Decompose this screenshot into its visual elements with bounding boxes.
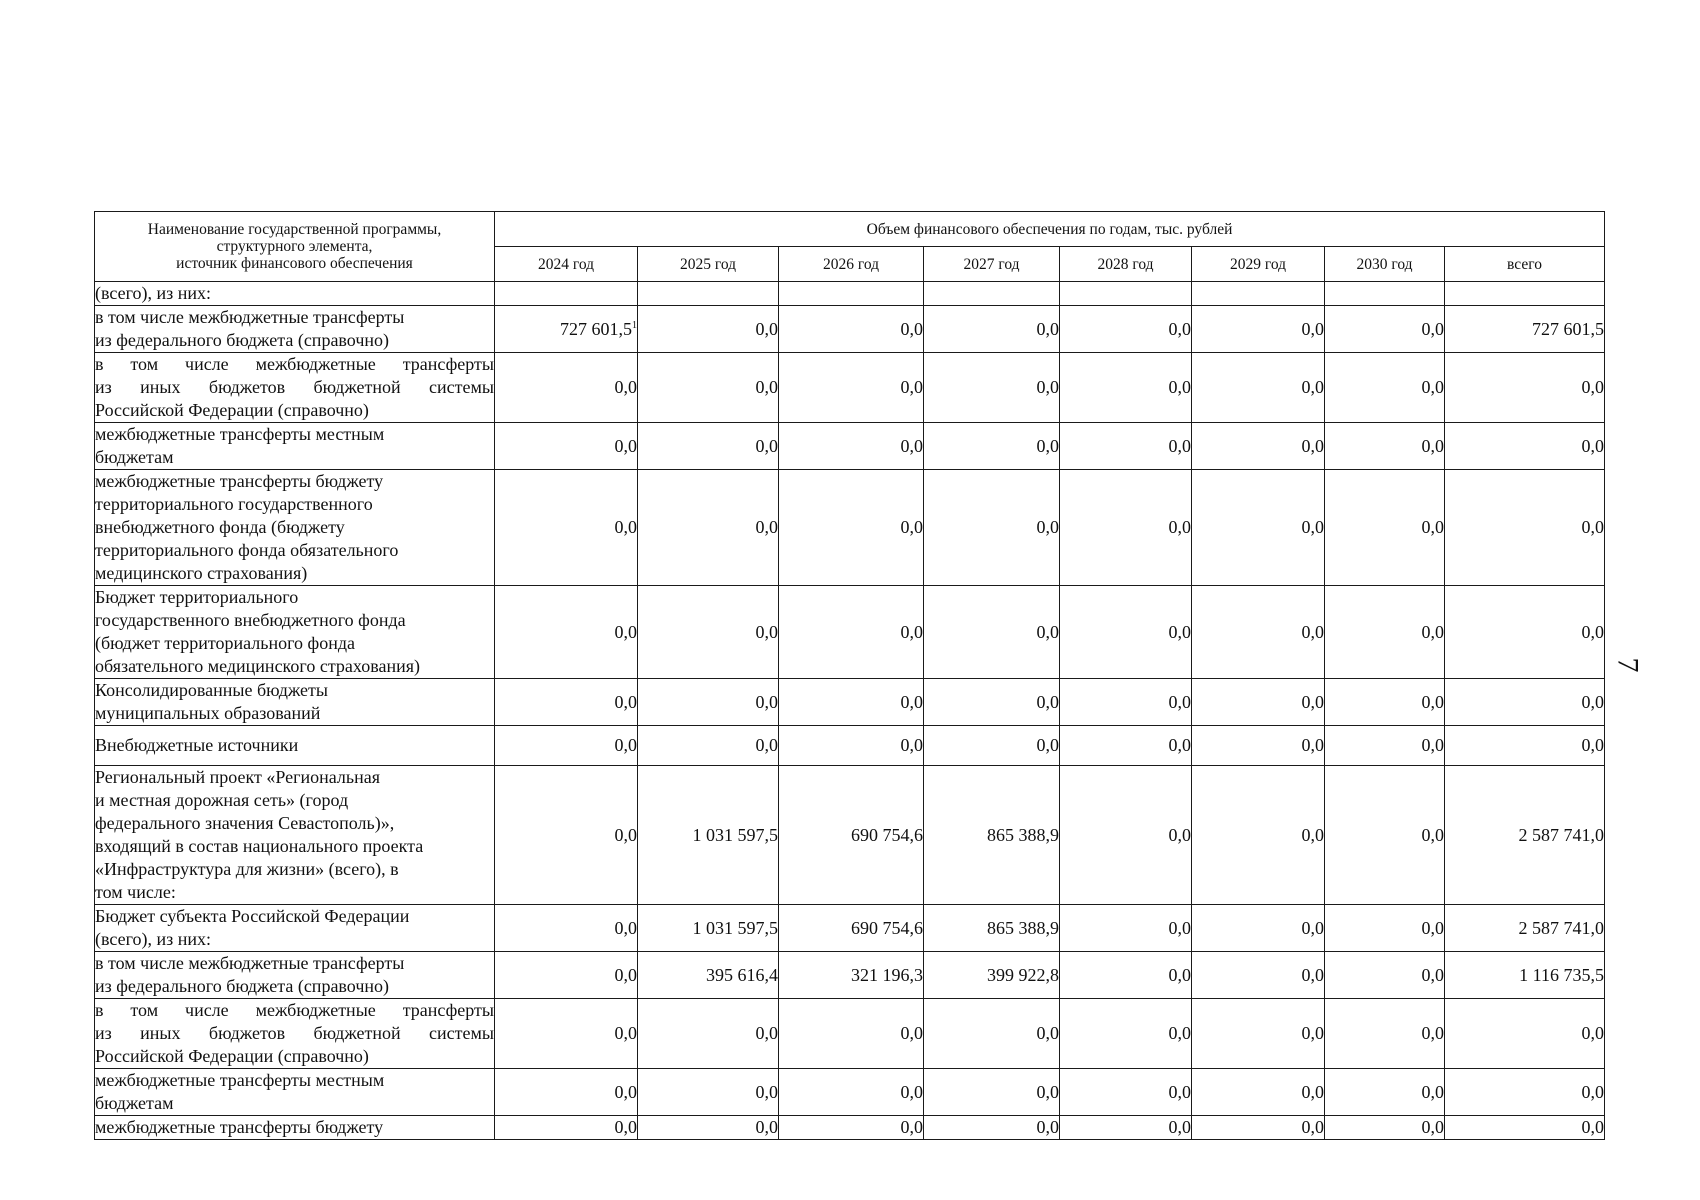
row-label bbox=[95, 905, 495, 952]
value-cell bbox=[495, 726, 638, 766]
row-label-line: том числе: bbox=[95, 882, 176, 902]
value-cell bbox=[779, 353, 924, 423]
value-cell bbox=[1325, 306, 1445, 353]
value-cell bbox=[1192, 1069, 1325, 1116]
name-header-line: Наименование государственной программы, bbox=[147, 221, 442, 238]
row-label-line: Российской Федерации (справочно) bbox=[95, 400, 369, 420]
year-header: 2027 год bbox=[924, 247, 1060, 282]
value-text: 2 587 741,0 bbox=[1518, 824, 1604, 845]
value-text: 0,0 bbox=[1301, 964, 1324, 985]
row-label-line: и местная дорожная сеть» (город bbox=[95, 790, 349, 810]
value-cell bbox=[779, 999, 924, 1069]
value-text: 0,0 bbox=[1036, 377, 1059, 397]
row-label-line: Внебюджетные источники bbox=[95, 735, 299, 755]
value-text: 0,0 bbox=[1421, 621, 1444, 642]
table-row bbox=[95, 679, 1605, 726]
row-label bbox=[95, 1069, 495, 1116]
row-label-line: Российской Федерации (справочно) bbox=[95, 1046, 369, 1066]
row-label bbox=[95, 999, 495, 1069]
value-text: 0,0 bbox=[1581, 1023, 1604, 1043]
year-header: 2025 год bbox=[638, 247, 779, 282]
value-cell bbox=[1060, 306, 1192, 353]
value-text: 0,0 bbox=[614, 824, 637, 845]
footnote-marker: 1 bbox=[632, 319, 637, 331]
value-text: 0,0 bbox=[755, 517, 778, 537]
value-cell bbox=[638, 353, 779, 423]
row-label-line: из иных бюджетов бюджетной системы bbox=[95, 377, 494, 397]
value-text: 0,0 bbox=[1301, 1023, 1324, 1043]
value-cell bbox=[924, 766, 1060, 905]
value-cell bbox=[1060, 952, 1192, 999]
value-cell bbox=[779, 1069, 924, 1116]
value-cell bbox=[924, 1116, 1060, 1140]
value-cell bbox=[1445, 1069, 1605, 1116]
value-cell bbox=[1060, 586, 1192, 679]
value-text: 0,0 bbox=[1168, 517, 1191, 537]
value-cell bbox=[1060, 905, 1192, 952]
value-text: 0,0 bbox=[1301, 435, 1324, 456]
value-cell bbox=[779, 1116, 924, 1140]
value-text: 0,0 bbox=[755, 691, 778, 712]
value-text: 0,0 bbox=[1421, 824, 1444, 845]
row-label-line: Бюджет территориального bbox=[95, 587, 299, 607]
value-text: 0,0 bbox=[614, 1081, 637, 1102]
value-text: 0,0 bbox=[1168, 621, 1191, 642]
value-cell bbox=[495, 470, 638, 586]
table-row bbox=[95, 586, 1605, 679]
table-row bbox=[95, 306, 1605, 353]
value-text: 0,0 bbox=[614, 435, 637, 456]
value-text: 0,0 bbox=[1581, 1117, 1604, 1137]
value-cell bbox=[1192, 726, 1325, 766]
value-cell bbox=[1060, 1116, 1192, 1140]
value-cell bbox=[1192, 1116, 1325, 1140]
name-header-line: структурного элемента, bbox=[216, 238, 373, 255]
value-text: 0,0 bbox=[1581, 735, 1604, 755]
value-cell bbox=[779, 952, 924, 999]
value-cell bbox=[1060, 353, 1192, 423]
value-cell bbox=[1192, 679, 1325, 726]
year-header: всего bbox=[1445, 247, 1605, 282]
value-cell bbox=[1445, 905, 1605, 952]
value-text: 0,0 bbox=[1301, 621, 1324, 642]
value-text: 0,0 bbox=[900, 691, 923, 712]
value-cell bbox=[924, 952, 1060, 999]
value-cell bbox=[495, 952, 638, 999]
value-text: 0,0 bbox=[614, 517, 637, 537]
value-text: 0,0 bbox=[900, 621, 923, 642]
row-label-line: (всего), из них: bbox=[95, 283, 212, 303]
year-header: 2028 год bbox=[1060, 247, 1192, 282]
value-text: 0,0 bbox=[900, 1081, 923, 1102]
value-text: 0,0 bbox=[1581, 377, 1604, 397]
value-text: 0,0 bbox=[1168, 1023, 1191, 1043]
value-cell bbox=[638, 470, 779, 586]
row-label-line: Консолидированные бюджеты bbox=[95, 680, 328, 700]
value-text: 0,0 bbox=[1168, 964, 1191, 985]
value-cell bbox=[638, 905, 779, 952]
value-cell bbox=[638, 423, 779, 470]
value-cell bbox=[1325, 423, 1445, 470]
value-cell bbox=[1192, 282, 1325, 306]
value-cell bbox=[1325, 999, 1445, 1069]
value-text: 0,0 bbox=[755, 621, 778, 642]
value-cell bbox=[638, 726, 779, 766]
value-cell bbox=[1445, 470, 1605, 586]
year-header: 2030 год bbox=[1325, 247, 1445, 282]
value-text: 0,0 bbox=[1301, 735, 1324, 755]
row-label-line: межбюджетные трансферты местным bbox=[95, 424, 385, 444]
value-text: 0,0 bbox=[614, 691, 637, 712]
value-text: 321 196,3 bbox=[851, 964, 923, 985]
value-text: 0,0 bbox=[1036, 621, 1059, 642]
row-label-line: федерального значения Севастополь)», bbox=[95, 813, 395, 833]
value-cell bbox=[1192, 766, 1325, 905]
row-label bbox=[95, 470, 495, 586]
value-cell bbox=[638, 952, 779, 999]
value-cell bbox=[495, 999, 638, 1069]
table-row bbox=[95, 353, 1605, 423]
row-label bbox=[95, 586, 495, 679]
row-label-line: обязательного медицинского страхования) bbox=[95, 656, 420, 676]
value-text: 0,0 bbox=[1301, 318, 1324, 339]
value-text: 0,0 bbox=[614, 917, 637, 938]
value-text: 0,0 bbox=[1421, 691, 1444, 712]
value-cell bbox=[1325, 1069, 1445, 1116]
value-text: 0,0 bbox=[1036, 1117, 1059, 1137]
value-text: 0,0 bbox=[900, 1023, 923, 1043]
value-cell bbox=[495, 586, 638, 679]
value-text: 727 601,5 bbox=[1532, 318, 1604, 339]
value-text: 0,0 bbox=[614, 377, 637, 397]
row-label-line: в том числе межбюджетные трансферты bbox=[95, 1000, 494, 1020]
value-text: 0,0 bbox=[755, 1117, 778, 1137]
year-header: 2026 год bbox=[779, 247, 924, 282]
value-cell bbox=[1325, 470, 1445, 586]
value-text: 0,0 bbox=[1421, 917, 1444, 938]
value-cell bbox=[1325, 282, 1445, 306]
value-cell bbox=[779, 423, 924, 470]
value-cell bbox=[1192, 353, 1325, 423]
value-cell bbox=[1060, 282, 1192, 306]
value-cell bbox=[1192, 470, 1325, 586]
value-text: 0,0 bbox=[1301, 824, 1324, 845]
row-label bbox=[95, 1116, 495, 1140]
row-label bbox=[95, 423, 495, 470]
value-cell bbox=[1060, 423, 1192, 470]
value-text: 0,0 bbox=[614, 1023, 637, 1043]
row-label-line: межбюджетные трансферты бюджету bbox=[95, 1117, 384, 1137]
value-text: 0,0 bbox=[1301, 917, 1324, 938]
row-label-line: муниципальных образований bbox=[95, 703, 321, 723]
value-cell bbox=[638, 1069, 779, 1116]
value-cell bbox=[1060, 766, 1192, 905]
value-cell bbox=[924, 353, 1060, 423]
page-number: 7 bbox=[1611, 657, 1645, 673]
value-text: 0,0 bbox=[1168, 691, 1191, 712]
value-text: 865 388,9 bbox=[987, 917, 1059, 938]
value-text: 0,0 bbox=[1421, 1023, 1444, 1043]
value-cell bbox=[779, 282, 924, 306]
row-label-line: Региональный проект «Региональная bbox=[95, 767, 380, 787]
value-text: 0,0 bbox=[1036, 318, 1059, 339]
table-row bbox=[95, 1116, 1605, 1140]
value-text: 0,0 bbox=[900, 735, 923, 755]
value-text: 2 587 741,0 bbox=[1518, 917, 1604, 938]
value-cell bbox=[495, 306, 638, 353]
value-cell bbox=[638, 282, 779, 306]
value-cell bbox=[495, 1069, 638, 1116]
row-label bbox=[95, 306, 495, 353]
value-text: 0,0 bbox=[900, 435, 923, 456]
value-cell bbox=[638, 306, 779, 353]
value-cell bbox=[1192, 306, 1325, 353]
value-cell bbox=[495, 423, 638, 470]
row-label-line: бюджетам bbox=[95, 1093, 174, 1113]
table-row bbox=[95, 1069, 1605, 1116]
value-text: 0,0 bbox=[1036, 517, 1059, 537]
value-text: 0,0 bbox=[1421, 377, 1444, 397]
value-text: 395 616,4 bbox=[706, 964, 778, 985]
value-text: 0,0 bbox=[1421, 318, 1444, 339]
value-cell bbox=[924, 423, 1060, 470]
value-cell bbox=[1060, 1069, 1192, 1116]
row-label-line: входящий в состав национального проекта bbox=[95, 836, 424, 856]
value-cell bbox=[924, 282, 1060, 306]
value-cell bbox=[779, 726, 924, 766]
value-text: 0,0 bbox=[614, 964, 637, 985]
value-text: 0,0 bbox=[614, 621, 637, 642]
value-text: 0,0 bbox=[1581, 435, 1604, 456]
value-cell bbox=[1192, 952, 1325, 999]
row-label-line: территориального государственного bbox=[95, 494, 373, 514]
value-cell bbox=[924, 726, 1060, 766]
value-cell bbox=[1325, 353, 1445, 423]
value-cell bbox=[638, 679, 779, 726]
value-text: 0,0 bbox=[1168, 1117, 1191, 1137]
value-text: 0,0 bbox=[1421, 1117, 1444, 1137]
value-text: 0,0 bbox=[1168, 318, 1191, 339]
year-header: 2024 год bbox=[495, 247, 638, 282]
row-label-line: в том числе межбюджетные трансферты bbox=[95, 307, 405, 327]
row-label bbox=[95, 952, 495, 999]
value-cell bbox=[1445, 999, 1605, 1069]
row-label bbox=[95, 282, 495, 306]
value-cell bbox=[495, 905, 638, 952]
value-text: 0,0 bbox=[1036, 735, 1059, 755]
value-cell bbox=[924, 679, 1060, 726]
row-label-line: Бюджет субъекта Российской Федерации bbox=[95, 906, 410, 926]
value-cell bbox=[1445, 1116, 1605, 1140]
value-cell bbox=[779, 766, 924, 905]
value-cell bbox=[1325, 952, 1445, 999]
row-label-line: территориального фонда обязательного bbox=[95, 540, 399, 560]
value-text: 0,0 bbox=[1421, 1081, 1444, 1102]
row-label-line: государственного внебюджетного фонда bbox=[95, 610, 406, 630]
value-cell bbox=[638, 766, 779, 905]
value-text: 0,0 bbox=[1421, 735, 1444, 755]
row-label-line: из иных бюджетов бюджетной системы bbox=[95, 1023, 494, 1043]
value-text: 0,0 bbox=[614, 735, 637, 755]
value-cell bbox=[495, 766, 638, 905]
value-cell bbox=[638, 586, 779, 679]
value-cell bbox=[1445, 726, 1605, 766]
value-text: 0,0 bbox=[1036, 435, 1059, 456]
row-label-line: в том числе межбюджетные трансферты bbox=[95, 354, 494, 374]
value-cell bbox=[779, 905, 924, 952]
value-text: 0,0 bbox=[1301, 517, 1324, 537]
value-text: 0,0 bbox=[1301, 691, 1324, 712]
value-text: 0,0 bbox=[1301, 377, 1324, 397]
table-row bbox=[95, 952, 1605, 999]
row-label-line: медицинского страхования) bbox=[95, 563, 308, 583]
value-cell bbox=[1445, 766, 1605, 905]
value-cell bbox=[1445, 952, 1605, 999]
name-header-line: источник финансового обеспечения bbox=[176, 255, 413, 272]
value-cell bbox=[779, 470, 924, 586]
row-label bbox=[95, 353, 495, 423]
name-column-header bbox=[95, 212, 495, 282]
value-text: 0,0 bbox=[755, 1081, 778, 1102]
value-cell bbox=[1192, 905, 1325, 952]
row-label bbox=[95, 679, 495, 726]
table-row bbox=[95, 726, 1605, 766]
value-cell bbox=[638, 999, 779, 1069]
table-row bbox=[95, 905, 1605, 952]
row-label-line: межбюджетные трансферты местным bbox=[95, 1070, 385, 1090]
value-text: 1 031 597,5 bbox=[692, 917, 778, 938]
value-cell bbox=[1060, 679, 1192, 726]
value-text: 0,0 bbox=[1421, 964, 1444, 985]
row-label bbox=[95, 766, 495, 905]
value-cell bbox=[495, 679, 638, 726]
value-cell bbox=[924, 470, 1060, 586]
row-label-line: из федерального бюджета (справочно) bbox=[95, 976, 390, 996]
value-cell bbox=[779, 679, 924, 726]
value-cell bbox=[924, 586, 1060, 679]
value-cell bbox=[1192, 423, 1325, 470]
table-row bbox=[95, 423, 1605, 470]
value-text: 0,0 bbox=[1168, 735, 1191, 755]
value-text: 0,0 bbox=[1301, 1117, 1324, 1137]
value-cell bbox=[1445, 423, 1605, 470]
row-label-line: (всего), из них: bbox=[95, 929, 212, 949]
value-text: 1 031 597,5 bbox=[692, 824, 778, 845]
value-text: 0,0 bbox=[755, 318, 778, 339]
value-cell bbox=[1325, 905, 1445, 952]
value-text: 0,0 bbox=[1168, 377, 1191, 397]
value-text: 0,0 bbox=[614, 1117, 637, 1137]
value-cell bbox=[1192, 586, 1325, 679]
value-text: 690 754,6 bbox=[851, 917, 923, 938]
value-text: 0,0 bbox=[1581, 691, 1604, 712]
value-text: 0,0 bbox=[1581, 621, 1604, 642]
value-text: 0,0 bbox=[900, 1117, 923, 1137]
row-label-line: внебюджетного фонда (бюджету bbox=[95, 517, 345, 537]
row-label-line: в том числе межбюджетные трансферты bbox=[95, 953, 405, 973]
value-text: 0,0 bbox=[1168, 1081, 1191, 1102]
financing-volume-header: Объем финансового обеспечения по годам, тыс. рублей bbox=[495, 212, 1605, 247]
value-text: 0,0 bbox=[900, 377, 923, 397]
value-cell bbox=[779, 586, 924, 679]
value-text: 0,0 bbox=[1581, 1081, 1604, 1102]
value-text: 1 116 735,5 bbox=[1519, 964, 1604, 985]
value-cell bbox=[1445, 353, 1605, 423]
value-text: 0,0 bbox=[755, 1023, 778, 1043]
value-cell bbox=[924, 306, 1060, 353]
table-row bbox=[95, 999, 1605, 1069]
value-cell bbox=[1445, 679, 1605, 726]
value-text: 0,0 bbox=[1036, 1081, 1059, 1102]
value-text: 0,0 bbox=[755, 435, 778, 456]
value-cell bbox=[1325, 726, 1445, 766]
value-cell bbox=[1325, 1116, 1445, 1140]
financing-table bbox=[94, 211, 1605, 1140]
value-cell bbox=[1060, 726, 1192, 766]
row-label-line: «Инфраструктура для жизни» (всего), в bbox=[95, 859, 399, 879]
value-text: 0,0 bbox=[1036, 691, 1059, 712]
value-cell bbox=[495, 1116, 638, 1140]
row-label-line: межбюджетные трансферты бюджету bbox=[95, 471, 384, 491]
table-row bbox=[95, 470, 1605, 586]
value-text: 0,0 bbox=[900, 318, 923, 339]
value-text: 0,0 bbox=[1036, 1023, 1059, 1043]
value-text: 0,0 bbox=[1421, 435, 1444, 456]
value-cell bbox=[1192, 999, 1325, 1069]
value-text: 727 601,5 bbox=[560, 318, 632, 339]
year-header: 2029 год bbox=[1192, 247, 1325, 282]
value-text: 0,0 bbox=[755, 377, 778, 397]
value-text: 0,0 bbox=[1301, 1081, 1324, 1102]
value-text: 0,0 bbox=[1168, 917, 1191, 938]
value-cell bbox=[1325, 766, 1445, 905]
value-text: 399 922,8 bbox=[987, 964, 1059, 985]
value-text: 0,0 bbox=[1581, 517, 1604, 537]
value-text: 0,0 bbox=[755, 735, 778, 755]
value-cell bbox=[924, 999, 1060, 1069]
value-text: 0,0 bbox=[1168, 435, 1191, 456]
table-row bbox=[95, 282, 1605, 306]
value-cell bbox=[638, 1116, 779, 1140]
value-cell bbox=[1325, 679, 1445, 726]
value-text: 0,0 bbox=[1168, 824, 1191, 845]
row-label bbox=[95, 726, 495, 766]
value-cell bbox=[1060, 470, 1192, 586]
value-cell bbox=[1445, 586, 1605, 679]
value-cell bbox=[1445, 306, 1605, 353]
row-label-line: (бюджет территориального фонда bbox=[95, 633, 355, 653]
table-row bbox=[95, 766, 1605, 905]
value-cell bbox=[779, 306, 924, 353]
value-text: 0,0 bbox=[900, 517, 923, 537]
value-cell bbox=[924, 1069, 1060, 1116]
value-cell bbox=[924, 905, 1060, 952]
value-text: 0,0 bbox=[1421, 517, 1444, 537]
value-text: 865 388,9 bbox=[987, 824, 1059, 845]
value-cell bbox=[495, 282, 638, 306]
value-cell bbox=[1325, 586, 1445, 679]
row-label-line: бюджетам bbox=[95, 447, 174, 467]
value-cell bbox=[1060, 999, 1192, 1069]
row-label-line: из федерального бюджета (справочно) bbox=[95, 330, 390, 350]
value-cell bbox=[495, 353, 638, 423]
value-text: 690 754,6 bbox=[851, 824, 923, 845]
value-cell bbox=[1445, 282, 1605, 306]
